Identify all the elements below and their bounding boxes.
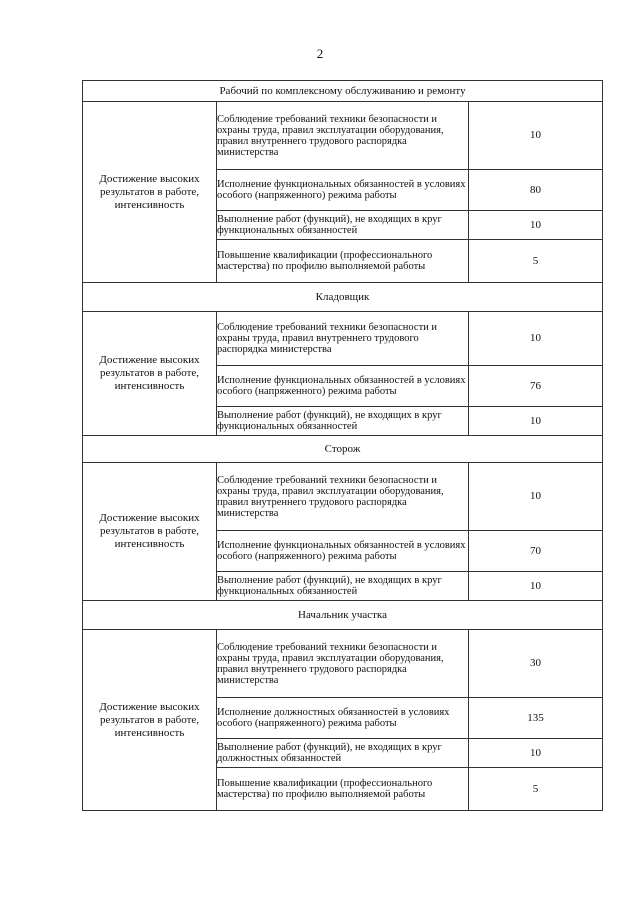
table-row xyxy=(83,630,603,698)
value-cell: 5 xyxy=(469,768,603,811)
value-cell: 70 xyxy=(469,531,603,572)
criterion-cell: Достижение высоких результатов в работе, интенсивность xyxy=(83,102,217,283)
value-cell: 10 xyxy=(469,572,603,601)
criteria-table xyxy=(82,80,603,811)
indicator-cell: Соблюдение требований техники безопасности и охраны труда, правил эксплуатации оборудования, правил внутреннего трудового распорядка министерства xyxy=(217,630,469,698)
value-cell: 10 xyxy=(469,312,603,366)
section-header xyxy=(83,601,603,630)
value-cell: 10 xyxy=(469,211,603,240)
value-cell: 10 xyxy=(469,739,603,768)
table-row xyxy=(83,312,603,366)
value-cell: 10 xyxy=(469,407,603,436)
value-cell: 5 xyxy=(469,240,603,283)
value-cell: 10 xyxy=(469,102,603,170)
indicator-cell: Исполнение должностных обязанностей в условиях особого (напряженного) режима работы xyxy=(217,698,469,739)
indicator-cell: Выполнение работ (функций), не входящих в круг должностных обязанностей xyxy=(217,739,469,768)
value-cell: 30 xyxy=(469,630,603,698)
indicator-cell: Соблюдение требований техники безопасности и охраны труда, правил эксплуатации оборудования, правил внутреннего трудового распорядка министерства xyxy=(217,463,469,531)
indicator-cell: Исполнение функциональных обязанностей в условиях особого (напряженного) режима работы xyxy=(217,366,469,407)
section-title: Начальник участка xyxy=(83,601,603,630)
indicator-cell: Повышение квалификации (профессионального мастерства) по профилю выполняемой работы xyxy=(217,768,469,811)
indicator-cell: Выполнение работ (функций), не входящих в круг функциональных обязанностей xyxy=(217,407,469,436)
criterion-cell: Достижение высоких результатов в работе, интенсивность xyxy=(83,630,217,811)
section-title: Кладовщик xyxy=(83,283,603,312)
section-header xyxy=(83,81,603,102)
indicator-cell: Соблюдение требований техники безопасности и охраны труда, правил внутреннего трудового распорядка министерства xyxy=(217,312,469,366)
indicator-cell: Выполнение работ (функций), не входящих в круг функциональных обязанностей xyxy=(217,572,469,601)
value-cell: 76 xyxy=(469,366,603,407)
section-title: Сторож xyxy=(83,436,603,463)
indicator-cell: Исполнение функциональных обязанностей в условиях особого (напряженного) режима работы xyxy=(217,531,469,572)
table-row xyxy=(83,102,603,170)
indicator-cell: Соблюдение требований техники безопасности и охраны труда, правил эксплуатации оборудования, правил внутреннего трудового распорядка министерства xyxy=(217,102,469,170)
section-header xyxy=(83,283,603,312)
value-cell: 10 xyxy=(469,463,603,531)
criterion-cell: Достижение высоких результатов в работе, интенсивность xyxy=(83,463,217,601)
section-header xyxy=(83,436,603,463)
table-row xyxy=(83,463,603,531)
value-cell: 80 xyxy=(469,170,603,211)
page-number: 2 xyxy=(316,46,324,61)
value-cell: 135 xyxy=(469,698,603,739)
indicator-cell: Повышение квалификации (профессионального мастерства) по профилю выполняемой работы xyxy=(217,240,469,283)
section-title: Рабочий по комплексному обслуживанию и ремонту xyxy=(83,81,603,102)
criterion-cell: Достижение высоких результатов в работе, интенсивность xyxy=(83,312,217,436)
indicator-cell: Исполнение функциональных обязанностей в условиях особого (напряженного) режима работы xyxy=(217,170,469,211)
indicator-cell: Выполнение работ (функций), не входящих в круг функциональных обязанностей xyxy=(217,211,469,240)
